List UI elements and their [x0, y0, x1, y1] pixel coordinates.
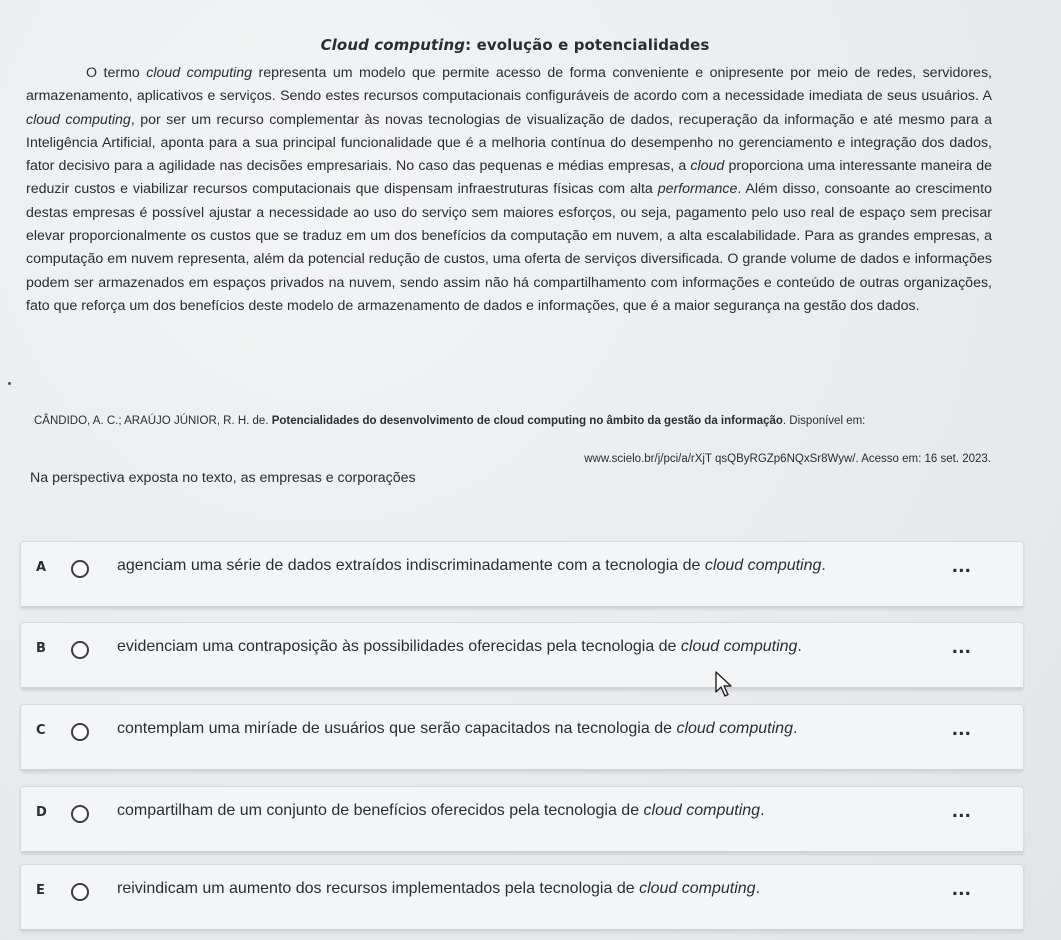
- margin-dot: [8, 382, 11, 385]
- citation-reference: CÂNDIDO, A. C.; ARAÚJO JÚNIOR, R. H. de. Potencialidades do desenvolvimento de cloud computing no âmbito da gestão da informação. Disponível em:: [34, 415, 866, 427]
- title-italic: Cloud computing: [320, 36, 466, 54]
- title-rest: : evolução e potencialidades: [465, 36, 710, 54]
- more-options-icon[interactable]: ...: [951, 557, 971, 577]
- radio-button[interactable]: [71, 805, 89, 823]
- option-letter: E: [36, 883, 45, 898]
- divider: [21, 851, 1023, 853]
- more-options-icon[interactable]: ...: [951, 720, 971, 740]
- citation-url: www.scielo.br/j/pci/a/rXjT qsQByRGZp6NQxSr8Wyw/. Acesso em: 16 set. 2023.: [584, 453, 991, 465]
- option-text: evidenciam uma contraposição às possibilidades oferecidas pela tecnologia de cloud computing.: [117, 638, 802, 655]
- option-letter: A: [36, 560, 47, 575]
- option-text: contemplam uma miríade de usuários que serão capacitados na tecnologia de cloud computing.: [117, 720, 798, 737]
- radio-button[interactable]: [71, 560, 89, 578]
- option-letter: D: [36, 805, 47, 820]
- option-b[interactable]: [20, 622, 1024, 690]
- option-letter: C: [36, 723, 46, 738]
- divider: [21, 769, 1023, 771]
- option-e[interactable]: [20, 864, 1024, 932]
- passage-title: [0, 36, 1030, 54]
- option-letter: B: [36, 641, 46, 656]
- more-options-icon[interactable]: ...: [951, 638, 971, 658]
- radio-button[interactable]: [71, 641, 89, 659]
- radio-button[interactable]: [71, 723, 89, 741]
- divider: [21, 606, 1023, 608]
- more-options-icon[interactable]: ...: [951, 802, 971, 822]
- divider: [21, 687, 1023, 689]
- radio-button[interactable]: [71, 883, 89, 901]
- question-stem: Na perspectiva exposta no texto, as empresas e corporações: [30, 470, 416, 486]
- passage-text: O termo cloud computing representa um modelo que permite acesso de forma conveniente e onipresente por meio de redes, servidores, armazenamento, aplicativos e serviços. Sendo estes recursos computacionais configuráveis de acordo com a necessidade imediata de seus usuários. A cloud computing, por ser um recurso complementar às novas tecnologias de visualização de dados, recuperação da informação e até mesmo para a Inteligência Artificial, aponta para a sua principal funcionalidade que é a melhoria contínua do desempenho no gerenciamento e integração dos dados, fator decisivo para a agilidade nas decisões empresariais. No caso das pequenas e médias empresas, a cloud proporciona uma interessante maneira de reduzir custos e viabilizar recursos computacionais que dispensam infraestruturas físicas com alta performance. Além disso, consoante ao crescimento destas empresas é possível ajustar a necessidade ao uso do serviço sem maiores esforços, ou seja, pagamento pelo uso real de espaço sem precisar elevar proporcionalmente os custos que se traduz em um dos benefícios da computação em nuvem, a alta escalabilidade. Para as grandes empresas, a computação em nuvem representa, além da potencial redução de custos, uma oferta de serviços diversificada. O grande volume de dados e informações podem ser armazenados em espaços privados na nuvem, sendo assim não há compartilhamento com informações e conteúdo de outras organizações, fato que reforça um dos benefícios deste modelo de armazenamento de dados e informações, que é a maior segurança na gestão dos dados.: [26, 65, 993, 314]
- option-text: reivindicam um aumento dos recursos implementados pela tecnologia de cloud computing.: [117, 880, 761, 897]
- option-d[interactable]: [20, 786, 1024, 854]
- citation: [34, 413, 994, 467]
- divider: [21, 929, 1023, 931]
- option-text: agenciam uma série de dados extraídos indiscriminadamente com a tecnologia de cloud computing.: [117, 557, 826, 574]
- more-options-icon[interactable]: ...: [951, 880, 971, 900]
- option-c[interactable]: [20, 704, 1024, 772]
- mouse-cursor-icon: [714, 670, 736, 698]
- option-a[interactable]: [20, 541, 1024, 609]
- option-text: compartilham de um conjunto de benefícios oferecidos pela tecnologia de cloud computing.: [117, 802, 765, 819]
